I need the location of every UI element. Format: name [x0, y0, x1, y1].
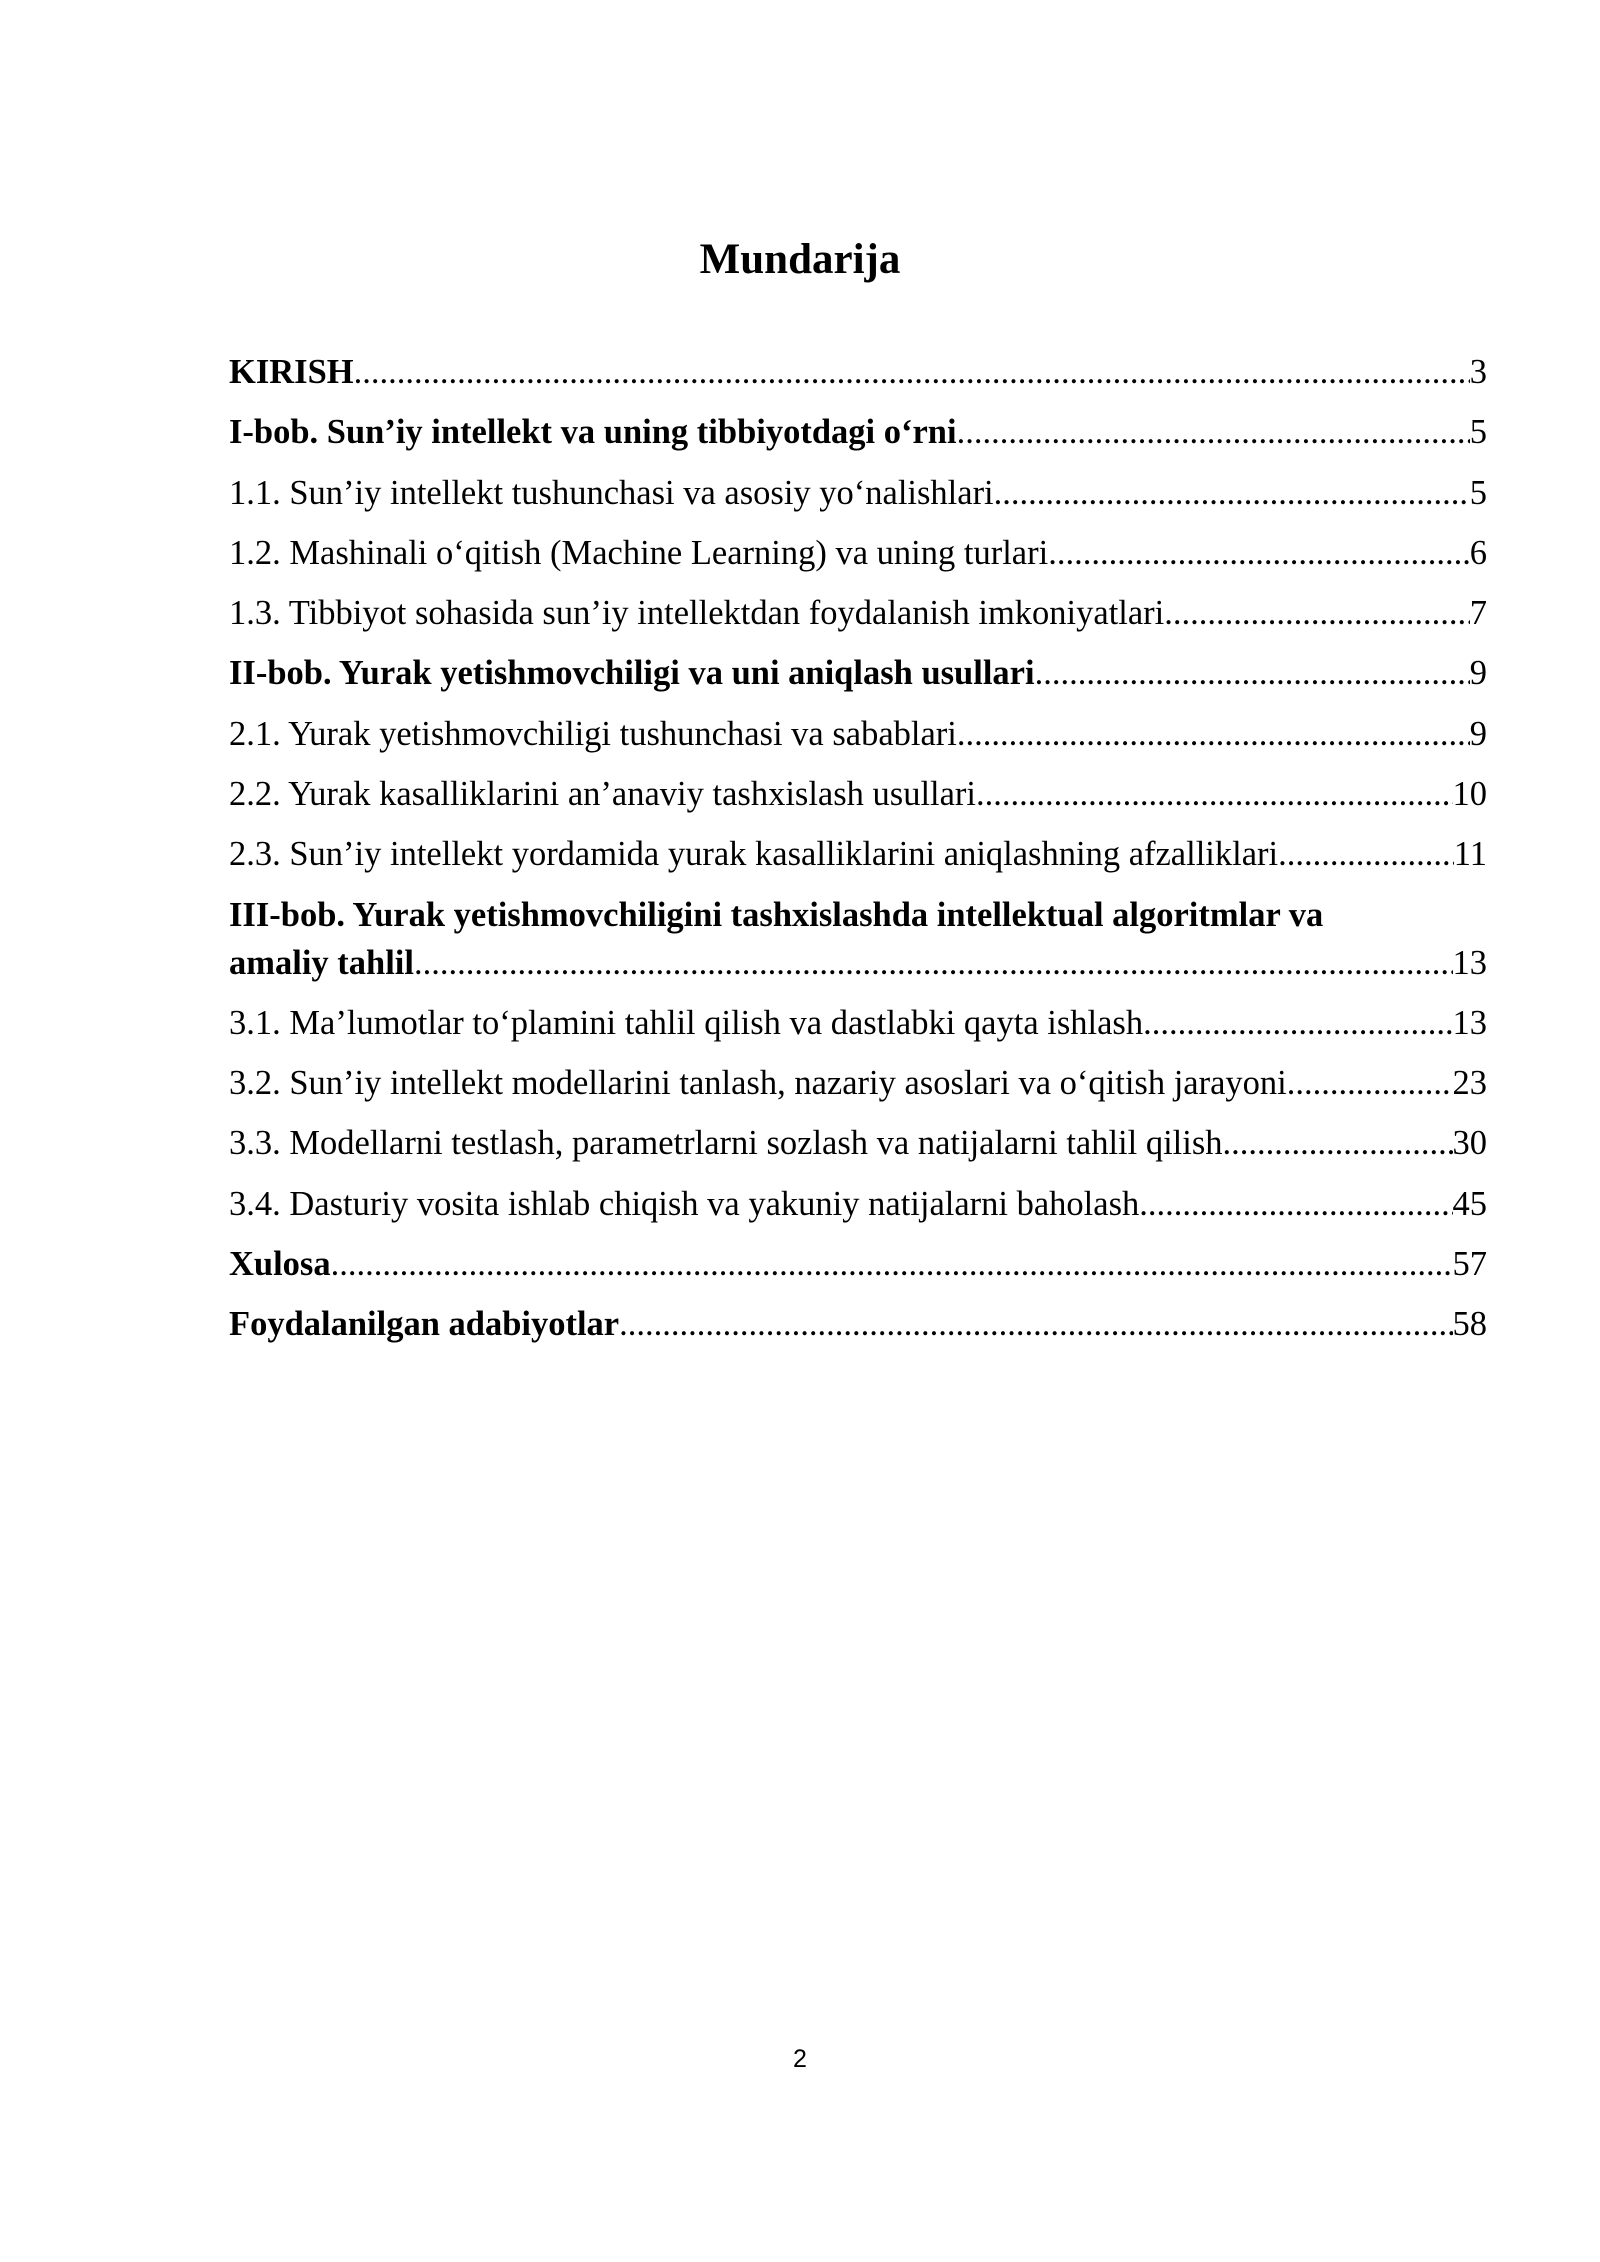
toc-entry-page: 57 [1452, 1244, 1487, 1283]
toc-entry-page: 3 [1469, 353, 1487, 391]
dot-leader [976, 764, 1452, 824]
page-number: 2 [793, 2045, 807, 2073]
toc-entry-page: 10 [1452, 775, 1487, 814]
dot-leader [1048, 523, 1470, 583]
toc-entry-section-2-1[interactable] [229, 704, 1487, 764]
toc-entry-label: 3.2. Sun’iy intellekt modellarini tanlash, nazariy asoslari va o‘qitish jarayoni [229, 1063, 1287, 1102]
toc-entry-section-2-2[interactable] [229, 764, 1487, 824]
toc-entry-label: 2.1. Yurak yetishmovchiligi tushunchasi va sabablari [229, 714, 957, 753]
dot-leader [414, 939, 1453, 987]
toc-entry-section-1-3[interactable] [229, 583, 1487, 643]
toc-entry-label: Xulosa [229, 1244, 331, 1283]
dot-leader [1223, 1113, 1453, 1173]
toc-entry-page: 5 [1469, 473, 1487, 512]
toc-entry-label: 2.2. Yurak kasalliklarini an’anaviy tashxislash usullari [229, 775, 977, 814]
toc-entry-label: II-bob. Yurak yetishmovchiligi va uni aniqlash usullari [229, 654, 1035, 693]
dot-leader [994, 463, 1470, 523]
toc-entry-kirish[interactable] [229, 342, 1487, 402]
toc-entry-label: 3.4. Dasturiy vosita ishlab chiqish va yakuniy natijalarni baholash [229, 1184, 1140, 1223]
toc-entry-page: 58 [1452, 1305, 1487, 1344]
toc-entry-chapter-3[interactable] [229, 891, 1487, 987]
toc-entry-label: Foydalanilgan adabiyotlar [229, 1305, 620, 1344]
dot-leader [957, 402, 1470, 462]
toc-entry-label: 1.3. Tibbiyot sohasida sun’iy intellektdan foydalanish imkoniyatlari [229, 594, 1165, 633]
toc-entry-section-3-4[interactable] [229, 1174, 1487, 1234]
toc-entry-page: 23 [1452, 1063, 1487, 1102]
toc-entry-label: 2.3. Sun’iy intellekt yordamida yurak kasalliklarini aniqlashning afzalliklari [229, 835, 1279, 874]
toc-entry-page: 13 [1452, 943, 1487, 982]
toc-entry-label: 1.1. Sun’iy intellekt tushunchasi va asosiy yo‘nalishlari [229, 473, 994, 512]
toc-entry-page: 45 [1452, 1184, 1487, 1223]
dot-leader [354, 342, 1470, 402]
toc-entry-label: 1.2. Mashinali o‘qitish (Machine Learning) va uning turlari [229, 533, 1049, 572]
toc-entry-label-line-2: amaliy tahlil [229, 943, 414, 982]
toc-entry-page: 30 [1452, 1124, 1487, 1163]
toc-entry-chapter-1[interactable] [229, 402, 1487, 462]
toc-entry-page: 9 [1469, 654, 1487, 693]
toc-entry-label-line-1: III-bob. Yurak yetishmovchiligini tashxislashda intellektual algoritmlar va [229, 895, 1324, 934]
dot-leader [1139, 1174, 1452, 1234]
dot-leader [1143, 993, 1452, 1053]
dot-leader [1278, 824, 1454, 884]
toc-entry-page: 9 [1469, 714, 1487, 753]
toc-entry-page: 5 [1469, 413, 1487, 452]
dot-leader [1035, 643, 1470, 703]
toc-entry-section-2-3[interactable] [229, 824, 1487, 884]
toc-entry-references[interactable] [229, 1294, 1487, 1354]
dot-leader [619, 1294, 1452, 1354]
toc-entry-page: 7 [1469, 594, 1487, 633]
dot-leader [957, 704, 1470, 764]
toc-entry-label: 3.3. Modellarni testlash, parametrlarni sozlash va natijalarni tahlil qilish [229, 1124, 1223, 1163]
toc-entry-label: 3.1. Ma’lumotlar to‘plamini tahlil qilish va dastlabki qayta ishlash [229, 1003, 1144, 1042]
table-of-contents [229, 342, 1487, 1354]
toc-entry-section-1-1[interactable] [229, 463, 1487, 523]
page-title: Mundarija [699, 236, 901, 283]
dot-leader [1164, 583, 1469, 643]
toc-entry-page: 11 [1453, 835, 1487, 874]
toc-entry-xulosa[interactable] [229, 1234, 1487, 1294]
toc-entry-section-3-1[interactable] [229, 993, 1487, 1053]
toc-entry-page: 6 [1469, 533, 1487, 572]
toc-entry-section-3-3[interactable] [229, 1113, 1487, 1173]
toc-entry-section-1-2[interactable] [229, 523, 1487, 583]
toc-entry-chapter-2[interactable] [229, 643, 1487, 703]
dot-leader [331, 1234, 1453, 1294]
dot-leader [1287, 1053, 1453, 1113]
toc-entry-page: 13 [1452, 1003, 1487, 1042]
toc-entry-section-3-2[interactable] [229, 1053, 1487, 1113]
toc-entry-label: KIRISH [229, 353, 354, 391]
toc-entry-label: I-bob. Sun’iy intellekt va uning tibbiyotdagi o‘rni [229, 413, 957, 452]
